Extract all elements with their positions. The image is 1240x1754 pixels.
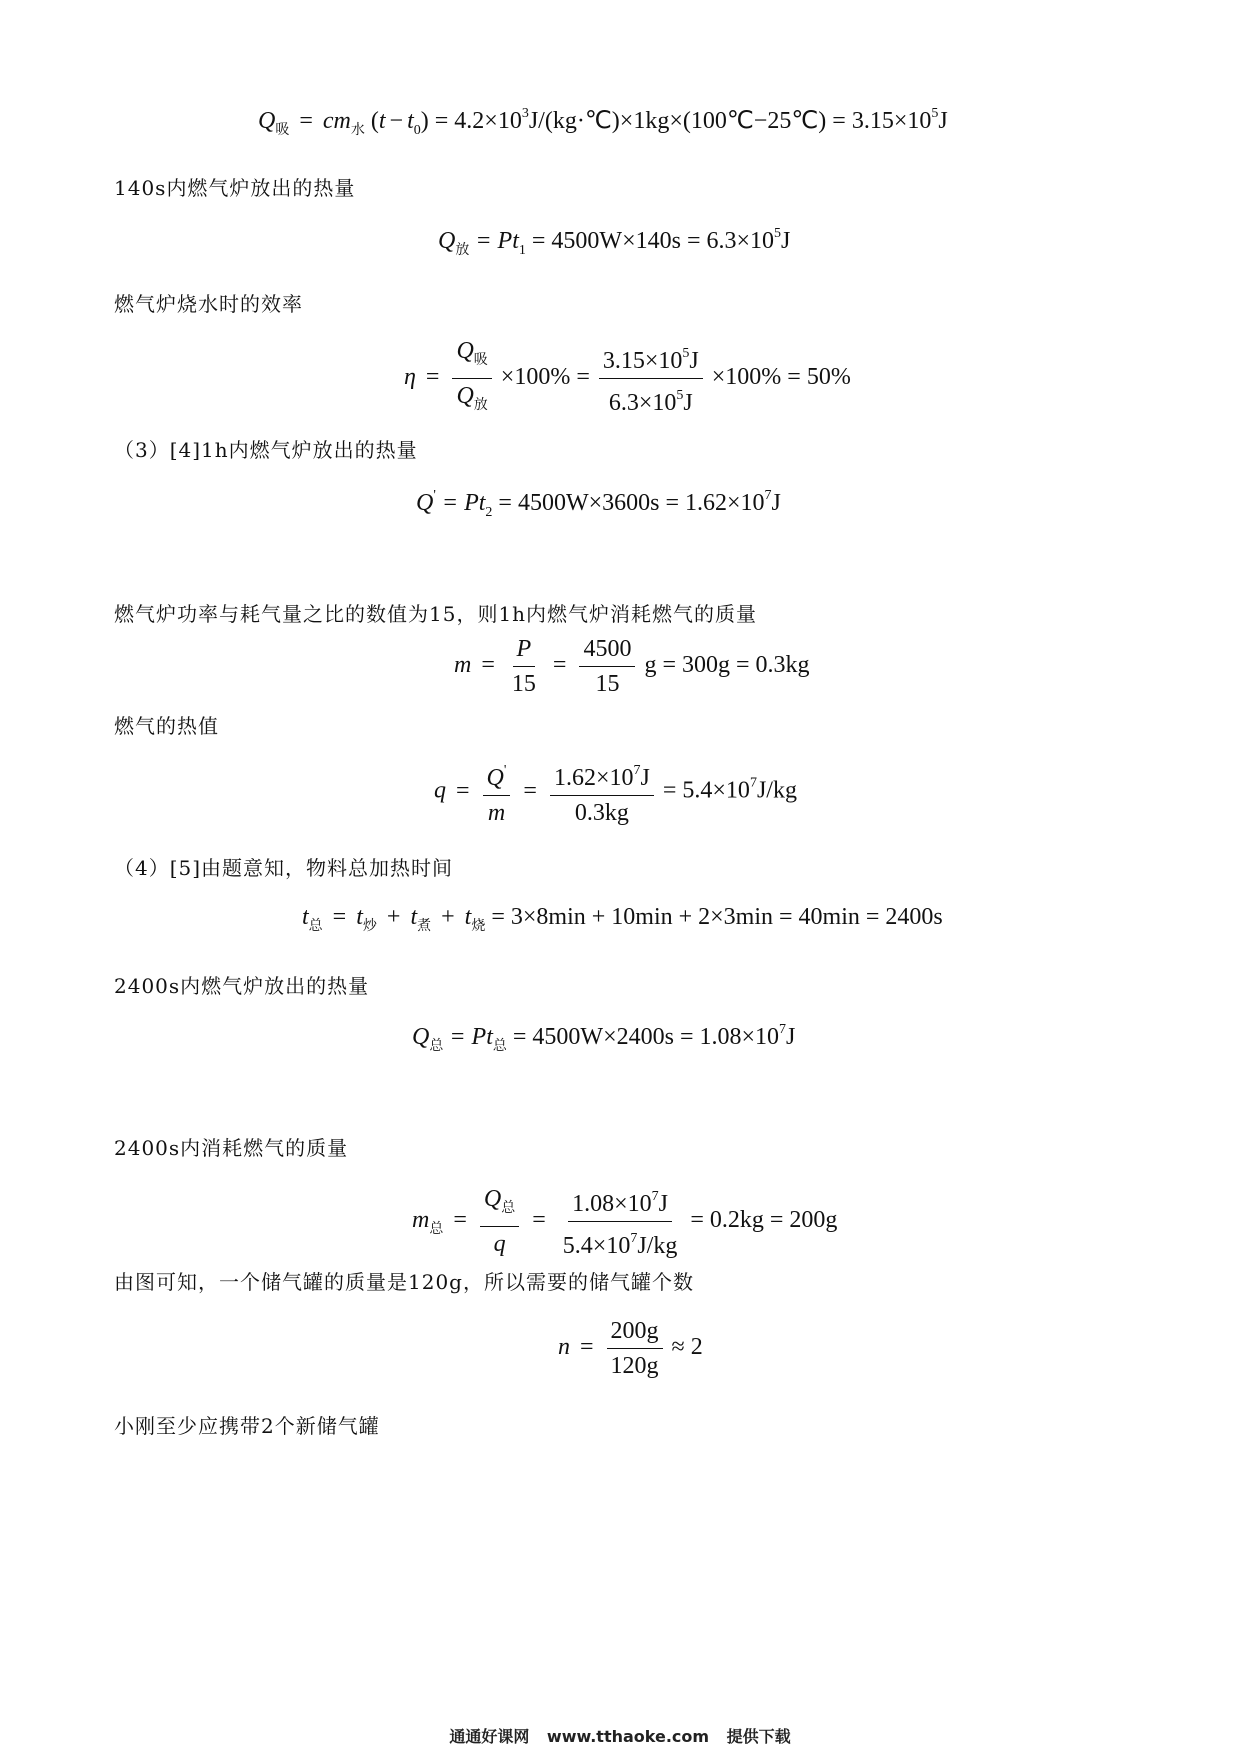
eq-superscript: 7 <box>633 763 641 778</box>
eq-fraction <box>599 339 703 418</box>
eq-value: = 4.2×10 <box>434 108 522 134</box>
eq-superscript: 5 <box>774 226 782 241</box>
eq-superscript: 5 <box>931 106 939 121</box>
equation-gas-mass <box>454 634 810 699</box>
eq-superscript: 5 <box>682 346 690 361</box>
eq-unit: J <box>640 765 650 791</box>
eq-symbol: t <box>410 904 418 930</box>
eq-denominator: 0.3kg <box>574 800 629 826</box>
eq-superscript: 7 <box>630 1231 638 1246</box>
eq-symbol: Q <box>412 1024 430 1050</box>
eq-operator: = <box>532 1207 546 1234</box>
eq-value: = P <box>449 1024 487 1050</box>
equation-heat-absorbed <box>258 106 948 139</box>
footer-note: 提供下载 <box>726 1727 791 1746</box>
eq-fraction <box>579 634 635 699</box>
eq-symbol: Q <box>486 765 504 791</box>
eq-symbol: n <box>558 1334 570 1361</box>
eq-symbol: t <box>512 228 519 254</box>
eq-symbol: Q <box>456 383 474 409</box>
eq-symbol: Q <box>483 1186 502 1212</box>
eq-unit: J <box>786 1024 796 1050</box>
eq-denominator: 15 <box>595 671 620 697</box>
eq-symbol: t <box>407 108 414 134</box>
equation-heat-value <box>434 756 797 828</box>
eq-superscript: 7 <box>764 488 772 503</box>
eq-superscript: 7 <box>749 775 757 791</box>
eq-paren: ( <box>370 108 379 134</box>
eq-value: 1.08×10 <box>572 1191 652 1217</box>
eq-numerator: P <box>513 634 536 667</box>
eq-denominator: q <box>493 1231 506 1257</box>
eq-value: = P <box>441 490 479 516</box>
eq-operator: = <box>453 1207 467 1234</box>
eq-denominator <box>559 1222 682 1261</box>
eq-fraction <box>480 1184 519 1259</box>
eq-operator: = <box>580 1334 594 1361</box>
eq-paren: ) <box>420 108 429 134</box>
eq-value: = 3×8min + 10min + 2×3min = 40min = 2400s <box>491 904 943 930</box>
eq-symbol: t <box>356 904 363 930</box>
eq-value: ×100% = 50% <box>711 364 851 391</box>
eq-superscript: ' <box>503 763 507 778</box>
eq-denominator <box>452 379 491 421</box>
eq-symbol: Q <box>416 490 434 516</box>
eq-value: 5.4×10 <box>562 1233 631 1259</box>
eq-fraction <box>607 1316 663 1381</box>
eq-subscript: 总 <box>308 919 323 934</box>
eq-symbol: t <box>378 108 386 134</box>
paragraph-text: 2400s内燃气炉放出的热量 <box>114 974 370 998</box>
eq-superscript: 7 <box>779 1022 787 1037</box>
eq-numerator <box>480 1184 519 1227</box>
eq-unit: J <box>771 490 781 516</box>
eq-unit: J <box>658 1191 668 1217</box>
eq-operator: + <box>441 904 455 930</box>
eq-value: = 4500W×3600s = 1.62×10 <box>498 490 765 516</box>
eq-value: J/(kg·℃)×1kg×(100℃−25℃) = 3.15×10 <box>528 108 932 134</box>
eq-subscript: 放 <box>455 243 470 258</box>
eq-symbol: t <box>464 904 472 930</box>
eq-value: 1.62×10 <box>553 765 634 791</box>
eq-symbol: η <box>404 364 416 391</box>
eq-numerator <box>568 1182 672 1222</box>
paragraph-text: 燃气的热值 <box>114 714 219 738</box>
eq-superscript: ' <box>433 488 436 503</box>
eq-subscript: 总 <box>429 1039 444 1054</box>
eq-unit: J/kg <box>756 777 797 804</box>
eq-subscript: 总 <box>501 1201 516 1216</box>
eq-value: ≈ 2 <box>671 1334 703 1361</box>
eq-numerator: 200g <box>607 1316 663 1349</box>
eq-fraction <box>452 336 491 421</box>
paragraph-text: （4）[5]由题意知，物料总加热时间 <box>114 856 454 880</box>
eq-symbol: q <box>434 777 446 804</box>
eq-value: = 0.2kg = 200g <box>690 1207 838 1234</box>
eq-value: = 4500W×140s = 6.3×10 <box>531 228 775 254</box>
eq-symbol: t <box>478 490 486 516</box>
eq-value: = 5.4×10 <box>662 777 750 804</box>
eq-value: 3.15×10 <box>602 348 683 374</box>
eq-operator: = <box>523 777 537 804</box>
eq-operator: = <box>299 108 313 134</box>
eq-operator: = <box>456 777 470 804</box>
paragraph-text: 小刚至少应携带2个新储气罐 <box>114 1414 380 1438</box>
equation-tank-count <box>558 1316 703 1381</box>
equation-heat-released <box>438 226 790 259</box>
eq-symbol: Q <box>438 228 456 254</box>
eq-value: = 4500W×2400s = 1.08×10 <box>512 1024 780 1050</box>
paragraph-text: 燃气炉烧水时的效率 <box>114 292 303 316</box>
eq-unit: J <box>938 108 948 134</box>
eq-symbol: m <box>454 652 472 679</box>
eq-operator: + <box>386 904 401 930</box>
eq-symbol: t <box>302 904 309 930</box>
eq-value: g = 300g = 0.3kg <box>644 652 810 679</box>
eq-subscript: 煮 <box>417 919 432 934</box>
eq-denominator: 15 <box>511 671 536 697</box>
eq-symbol: m <box>412 1207 430 1234</box>
eq-value: ×100% = <box>500 364 590 391</box>
paragraph-text: 由图可知，一个储气罐的质量是120g，所以需要的储气罐个数 <box>114 1270 694 1294</box>
eq-fraction <box>550 756 654 828</box>
eq-unit: J <box>683 390 693 416</box>
eq-subscript: 1 <box>518 243 526 258</box>
eq-symbol: t <box>486 1024 493 1050</box>
eq-fraction <box>559 1182 682 1261</box>
eq-superscript: 3 <box>521 106 529 121</box>
eq-superscript: 5 <box>676 388 684 403</box>
eq-denominator <box>605 379 697 418</box>
eq-operator: − <box>389 108 404 134</box>
eq-numerator <box>452 336 491 379</box>
equation-total-gas-mass <box>412 1182 837 1261</box>
paragraph-text: 2400s内消耗燃气的质量 <box>114 1136 349 1160</box>
eq-denominator: 120g <box>610 1353 659 1379</box>
paragraph-text: （3）[4]1h内燃气炉放出的热量 <box>114 438 418 462</box>
eq-denominator: m <box>487 800 506 826</box>
eq-fraction <box>483 756 511 828</box>
footer-url[interactable]: www.tthaoke.com <box>546 1727 710 1746</box>
eq-fraction <box>508 634 540 699</box>
eq-value: 6.3×10 <box>608 390 677 416</box>
eq-symbol: Q <box>456 338 474 364</box>
eq-value: = P <box>475 228 513 254</box>
equation-heat-one-hour <box>416 488 781 521</box>
eq-numerator <box>599 339 703 379</box>
equation-total-heat <box>412 1022 795 1055</box>
eq-numerator <box>550 756 654 796</box>
eq-numerator <box>483 756 511 796</box>
page-footer <box>0 1724 1240 1747</box>
eq-numerator: 4500 <box>579 634 635 667</box>
paragraph-text: 燃气炉功率与耗气量之比的数值为15，则1h内燃气炉消耗燃气的质量 <box>114 602 758 626</box>
eq-unit: J <box>781 228 791 254</box>
eq-subscript: 炒 <box>362 919 377 934</box>
eq-unit: J/kg <box>637 1233 678 1259</box>
eq-subscript: 2 <box>485 505 493 520</box>
eq-subscript: 烧 <box>471 919 486 934</box>
eq-symbol: Q <box>258 108 276 134</box>
eq-subscript: 水 <box>350 123 365 138</box>
eq-subscript: 放 <box>473 398 488 413</box>
eq-operator: = <box>481 652 495 679</box>
eq-operator: = <box>332 904 347 930</box>
footer-brand: 通通好课网 <box>449 1727 530 1746</box>
eq-subscript: 总 <box>429 1222 444 1238</box>
eq-symbol: cm <box>322 108 351 134</box>
eq-subscript: 吸 <box>473 353 488 368</box>
eq-unit: J <box>689 348 699 374</box>
eq-operator: = <box>552 652 567 679</box>
eq-subscript: 总 <box>492 1039 507 1054</box>
paragraph-text: 140s内燃气炉放出的热量 <box>114 176 356 200</box>
equation-total-time <box>302 904 943 935</box>
eq-subscript: 吸 <box>275 123 290 138</box>
eq-operator: = <box>425 364 440 391</box>
eq-subscript: 0 <box>413 123 421 138</box>
equation-efficiency <box>404 336 851 421</box>
eq-superscript: 7 <box>651 1189 659 1204</box>
